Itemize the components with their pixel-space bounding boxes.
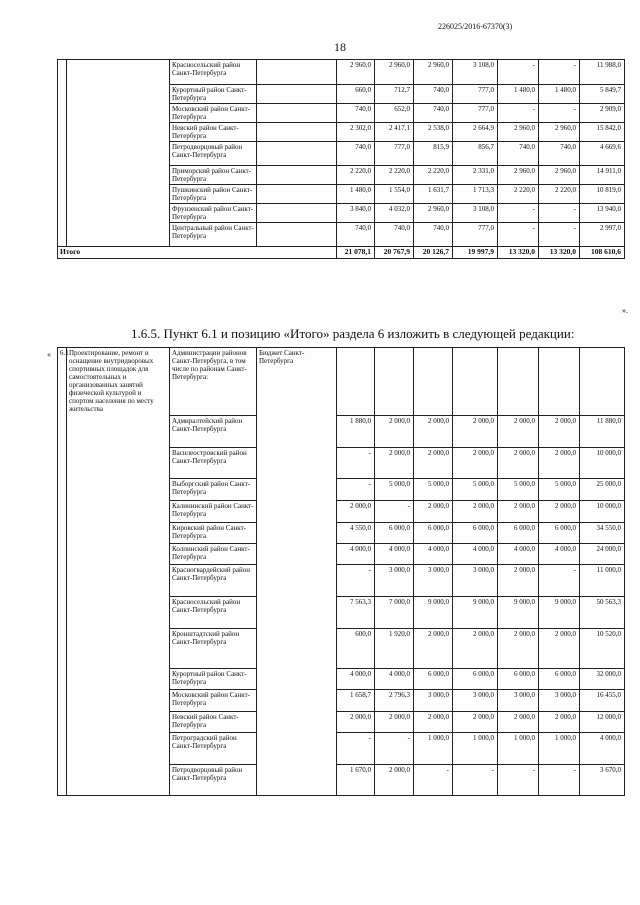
- table-row-header: [58, 348, 625, 416]
- value-cell: 740,0: [375, 223, 414, 247]
- value-cell: -: [539, 223, 580, 247]
- value-cell: 3 108,0: [453, 204, 498, 223]
- value-cell: 2 000,0: [453, 629, 498, 669]
- value-cell: 15 842,0: [580, 123, 625, 142]
- value-cell: 2 000,0: [498, 712, 539, 733]
- value-cell: 740,0: [414, 104, 453, 123]
- value-cell: -: [337, 479, 375, 501]
- value-cell: 6 000,0: [375, 523, 414, 544]
- empty-cell: [257, 185, 337, 204]
- value-cell: 2 000,0: [337, 712, 375, 733]
- value-cell: 2 220,0: [414, 166, 453, 185]
- value-cell: 2 000,0: [414, 416, 453, 448]
- value-cell: -: [539, 765, 580, 796]
- value-cell: -: [539, 104, 580, 123]
- description-cell: Проектирование, ремонт и оснащение внутридворовых спортивных площадок для самостоятельных и организованных занятий физической культурой и спортом населения по месту жительства: [67, 348, 170, 796]
- value-cell: 6 000,0: [453, 669, 498, 690]
- value-cell: 7 563,3: [337, 597, 375, 629]
- total-value-cell: 20 767,9: [375, 247, 414, 259]
- empty-cell: [257, 85, 337, 104]
- empty-cell: [453, 348, 498, 416]
- value-cell: 4 550,0: [337, 523, 375, 544]
- value-cell: 5 849,7: [580, 85, 625, 104]
- value-cell: 3 840,0: [337, 204, 375, 223]
- value-cell: 5 000,0: [375, 479, 414, 501]
- total-label: Итого: [58, 247, 337, 259]
- district-cell: Красносельский район Санкт-Петербурга: [170, 597, 257, 629]
- value-cell: 652,0: [375, 104, 414, 123]
- district-cell: Пушкинский район Санкт-Петербурга: [170, 185, 257, 204]
- value-cell: 9 000,0: [539, 597, 580, 629]
- value-cell: 4 000,0: [539, 544, 580, 565]
- value-cell: 2 220,0: [375, 166, 414, 185]
- value-cell: -: [498, 104, 539, 123]
- district-cell: Адмиралтейский район Санкт-Петербурга: [170, 416, 257, 448]
- total-value-cell: 21 078,1: [337, 247, 375, 259]
- value-cell: -: [375, 501, 414, 523]
- district-cell: Невский район Санкт-Петербурга: [170, 712, 257, 733]
- value-cell: -: [337, 448, 375, 479]
- empty-cell: [257, 223, 337, 247]
- district-cell: Курортный район Санкт-Петербурга: [170, 85, 257, 104]
- value-cell: 2 960,0: [498, 166, 539, 185]
- value-cell: 4 032,0: [375, 204, 414, 223]
- district-cell: Невский район Санкт-Петербурга: [170, 123, 257, 142]
- value-cell: 9 000,0: [453, 597, 498, 629]
- value-cell: 740,0: [337, 104, 375, 123]
- total-value-cell: 13 320,0: [498, 247, 539, 259]
- empty-cell: [257, 104, 337, 123]
- value-cell: 12 000,0: [580, 712, 625, 733]
- value-cell: 3 000,0: [414, 565, 453, 597]
- value-cell: 777,0: [453, 223, 498, 247]
- value-cell: 4 000,0: [375, 544, 414, 565]
- value-cell: 1 631,7: [414, 185, 453, 204]
- value-cell: -: [539, 565, 580, 597]
- value-cell: 4 000,0: [580, 733, 625, 765]
- empty-cell: [257, 142, 337, 166]
- value-cell: 740,0: [337, 223, 375, 247]
- value-cell: 5 000,0: [414, 479, 453, 501]
- value-cell: 5 000,0: [539, 479, 580, 501]
- value-cell: 16 455,0: [580, 690, 625, 712]
- empty-cell: [337, 348, 375, 416]
- value-cell: 815,9: [414, 142, 453, 166]
- value-cell: 2 000,0: [453, 712, 498, 733]
- value-cell: 11 000,0: [580, 565, 625, 597]
- value-cell: 1 480,0: [337, 185, 375, 204]
- empty-cell: [67, 60, 170, 247]
- value-cell: 3 000,0: [414, 690, 453, 712]
- value-cell: 4 000,0: [337, 544, 375, 565]
- value-cell: 1 920,0: [375, 629, 414, 669]
- value-cell: 4 000,0: [414, 544, 453, 565]
- value-cell: 6 000,0: [414, 669, 453, 690]
- district-cell: Петродворцовый район Санкт-Петербурга: [170, 142, 257, 166]
- value-cell: 34 550,0: [580, 523, 625, 544]
- value-cell: 2 960,0: [539, 123, 580, 142]
- total-value-cell: 108 610,6: [580, 247, 625, 259]
- value-cell: 2 000,0: [414, 629, 453, 669]
- value-cell: 14 911,0: [580, 166, 625, 185]
- value-cell: 1 554,0: [375, 185, 414, 204]
- value-cell: 2 302,0: [337, 123, 375, 142]
- value-cell: -: [498, 204, 539, 223]
- value-cell: 2 000,0: [539, 712, 580, 733]
- value-cell: 2 960,0: [337, 60, 375, 85]
- district-cell: Кронштадтский район Санкт-Петербурга: [170, 629, 257, 669]
- value-cell: 2 960,0: [375, 60, 414, 85]
- district-cell: Колпинский район Санкт-Петербурга: [170, 544, 257, 565]
- value-cell: 6 000,0: [498, 523, 539, 544]
- value-cell: 24 000,0: [580, 544, 625, 565]
- empty-cell: [257, 123, 337, 142]
- value-cell: 5 000,0: [498, 479, 539, 501]
- district-cell: Курортный район Санкт-Петербурга: [170, 669, 257, 690]
- district-cell: Фрунзенский район Санкт-Петербурга: [170, 204, 257, 223]
- district-cell: Московский район Санкт-Петербурга: [170, 690, 257, 712]
- value-cell: 2 960,0: [414, 60, 453, 85]
- value-cell: 6 000,0: [539, 669, 580, 690]
- value-cell: -: [539, 60, 580, 85]
- empty-cell: [498, 348, 539, 416]
- district-cell: Петроградский район Санкт-Петербурга: [170, 733, 257, 765]
- value-cell: 1 000,0: [453, 733, 498, 765]
- value-cell: -: [337, 565, 375, 597]
- value-cell: 2 220,0: [498, 185, 539, 204]
- value-cell: 2 000,0: [539, 629, 580, 669]
- value-cell: 2 000,0: [375, 448, 414, 479]
- value-cell: 2 000,0: [539, 501, 580, 523]
- value-cell: 2 960,0: [414, 204, 453, 223]
- value-cell: 4 669,6: [580, 142, 625, 166]
- value-cell: 4 000,0: [498, 544, 539, 565]
- value-cell: 777,0: [453, 85, 498, 104]
- total-row: [58, 247, 625, 259]
- value-cell: -: [498, 765, 539, 796]
- empty-cell: [375, 348, 414, 416]
- value-cell: 777,0: [375, 142, 414, 166]
- value-cell: 6 000,0: [539, 523, 580, 544]
- value-cell: 13 940,0: [580, 204, 625, 223]
- value-cell: 2 000,0: [375, 416, 414, 448]
- total-value-cell: 20 126,7: [414, 247, 453, 259]
- value-cell: 1 713,3: [453, 185, 498, 204]
- value-cell: 2 000,0: [375, 712, 414, 733]
- value-cell: 2 796,3: [375, 690, 414, 712]
- value-cell: 2 000,0: [453, 416, 498, 448]
- value-cell: 740,0: [414, 85, 453, 104]
- empty-cell: [58, 60, 67, 247]
- value-cell: 2 538,0: [414, 123, 453, 142]
- value-cell: 2 000,0: [539, 416, 580, 448]
- empty-cell: [580, 348, 625, 416]
- value-cell: 2 000,0: [498, 629, 539, 669]
- district-cell: Выборгский район Санкт-Петербурга: [170, 479, 257, 501]
- value-cell: 6 000,0: [414, 523, 453, 544]
- value-cell: 3 000,0: [375, 565, 414, 597]
- value-cell: 9 000,0: [414, 597, 453, 629]
- value-cell: 660,0: [337, 85, 375, 104]
- value-cell: 6 000,0: [453, 523, 498, 544]
- value-cell: 2 000,0: [414, 712, 453, 733]
- value-cell: 4 000,0: [337, 669, 375, 690]
- total-value-cell: 19 997,9: [453, 247, 498, 259]
- budget-table-section-5: [57, 59, 625, 259]
- value-cell: 1 480,0: [498, 85, 539, 104]
- value-cell: 2 000,0: [498, 448, 539, 479]
- opening-quote: «: [47, 350, 51, 359]
- value-cell: 777,0: [453, 104, 498, 123]
- value-cell: 1 000,0: [498, 733, 539, 765]
- value-cell: 11 880,0: [580, 416, 625, 448]
- value-cell: 3 108,0: [453, 60, 498, 85]
- value-cell: 2 000,0: [414, 448, 453, 479]
- value-cell: 712,7: [375, 85, 414, 104]
- value-cell: 2 000,0: [498, 565, 539, 597]
- district-cell: Красносельский район Санкт-Петербурга: [170, 60, 257, 85]
- value-cell: 2 000,0: [498, 501, 539, 523]
- source-cell: Бюджет Санкт-Петербурга: [257, 348, 337, 796]
- value-cell: 740,0: [498, 142, 539, 166]
- value-cell: 2 331,0: [453, 166, 498, 185]
- value-cell: 2 000,0: [453, 501, 498, 523]
- value-cell: 2 997,0: [580, 223, 625, 247]
- amendment-paragraph: 1.6.5. Пункт 6.1 и позицию «Итого» раздела 6 изложить в следующей редакции:: [131, 326, 575, 341]
- value-cell: 740,0: [337, 142, 375, 166]
- value-cell: 1 880,0: [337, 416, 375, 448]
- value-cell: -: [539, 204, 580, 223]
- value-cell: -: [375, 733, 414, 765]
- empty-cell: [414, 348, 453, 416]
- value-cell: 740,0: [414, 223, 453, 247]
- district-cell: Калининский район Санкт-Петербурга: [170, 501, 257, 523]
- value-cell: 2 909,0: [580, 104, 625, 123]
- value-cell: 3 000,0: [453, 565, 498, 597]
- district-cell: Московский район Санкт-Петербурга: [170, 104, 257, 123]
- value-cell: 4 000,0: [453, 544, 498, 565]
- value-cell: 2 000,0: [337, 501, 375, 523]
- value-cell: 2 000,0: [453, 448, 498, 479]
- value-cell: 10 000,0: [580, 501, 625, 523]
- value-cell: 1 480,0: [539, 85, 580, 104]
- total-value-cell: 13 320,0: [539, 247, 580, 259]
- item-number-cell: 6.1: [58, 348, 67, 796]
- value-cell: 3 000,0: [453, 690, 498, 712]
- value-cell: 9 000,0: [498, 597, 539, 629]
- closing-quote: ».: [622, 306, 628, 315]
- value-cell: 25 000,0: [580, 479, 625, 501]
- district-cell: Петродворцовый район Санкт-Петербурга: [170, 765, 257, 796]
- district-cell: Центральный район Санкт-Петербурга: [170, 223, 257, 247]
- value-cell: -: [414, 765, 453, 796]
- value-cell: 10 000,0: [580, 448, 625, 479]
- value-cell: 600,0: [337, 629, 375, 669]
- value-cell: -: [498, 223, 539, 247]
- value-cell: 2 417,1: [375, 123, 414, 142]
- value-cell: 32 000,0: [580, 669, 625, 690]
- value-cell: -: [453, 765, 498, 796]
- value-cell: 740,0: [539, 142, 580, 166]
- value-cell: 856,7: [453, 142, 498, 166]
- empty-cell: [257, 60, 337, 85]
- table-row: [58, 60, 625, 85]
- document-id: 226025/2016-67370(3): [438, 22, 513, 31]
- empty-cell: [539, 348, 580, 416]
- district-cell: Приморский район Санкт-Петербурга: [170, 166, 257, 185]
- value-cell: 3 000,0: [539, 690, 580, 712]
- value-cell: 10 520,0: [580, 629, 625, 669]
- value-cell: 2 664,9: [453, 123, 498, 142]
- budget-table-section-6: [57, 347, 625, 796]
- value-cell: 1 658,7: [337, 690, 375, 712]
- value-cell: 1 670,0: [337, 765, 375, 796]
- value-cell: 3 670,0: [580, 765, 625, 796]
- value-cell: 2 220,0: [539, 185, 580, 204]
- value-cell: -: [498, 60, 539, 85]
- executor-cell: Администрации районов Санкт-Петербурга, в том числе по районам Санкт-Петербурга:: [170, 348, 257, 416]
- value-cell: 2 000,0: [539, 448, 580, 479]
- value-cell: 4 000,0: [375, 669, 414, 690]
- empty-cell: [257, 166, 337, 185]
- district-cell: Кировский район Санкт-Петербурга: [170, 523, 257, 544]
- value-cell: 50 563,3: [580, 597, 625, 629]
- empty-cell: [257, 204, 337, 223]
- district-cell: Василеостровский район Санкт-Петербурга: [170, 448, 257, 479]
- value-cell: 1 000,0: [414, 733, 453, 765]
- value-cell: 5 000,0: [453, 479, 498, 501]
- value-cell: 2 220,0: [337, 166, 375, 185]
- value-cell: 3 000,0: [498, 690, 539, 712]
- value-cell: 1 000,0: [539, 733, 580, 765]
- value-cell: -: [337, 733, 375, 765]
- page-number: 18: [334, 40, 346, 54]
- value-cell: 2 000,0: [375, 765, 414, 796]
- value-cell: 11 988,0: [580, 60, 625, 85]
- district-cell: Красногвардейский район Санкт-Петербурга: [170, 565, 257, 597]
- value-cell: 2 960,0: [539, 166, 580, 185]
- value-cell: 10 819,0: [580, 185, 625, 204]
- value-cell: 6 000,0: [498, 669, 539, 690]
- value-cell: 2 960,0: [498, 123, 539, 142]
- value-cell: 7 000,0: [375, 597, 414, 629]
- value-cell: 2 000,0: [414, 501, 453, 523]
- value-cell: 2 000,0: [498, 416, 539, 448]
